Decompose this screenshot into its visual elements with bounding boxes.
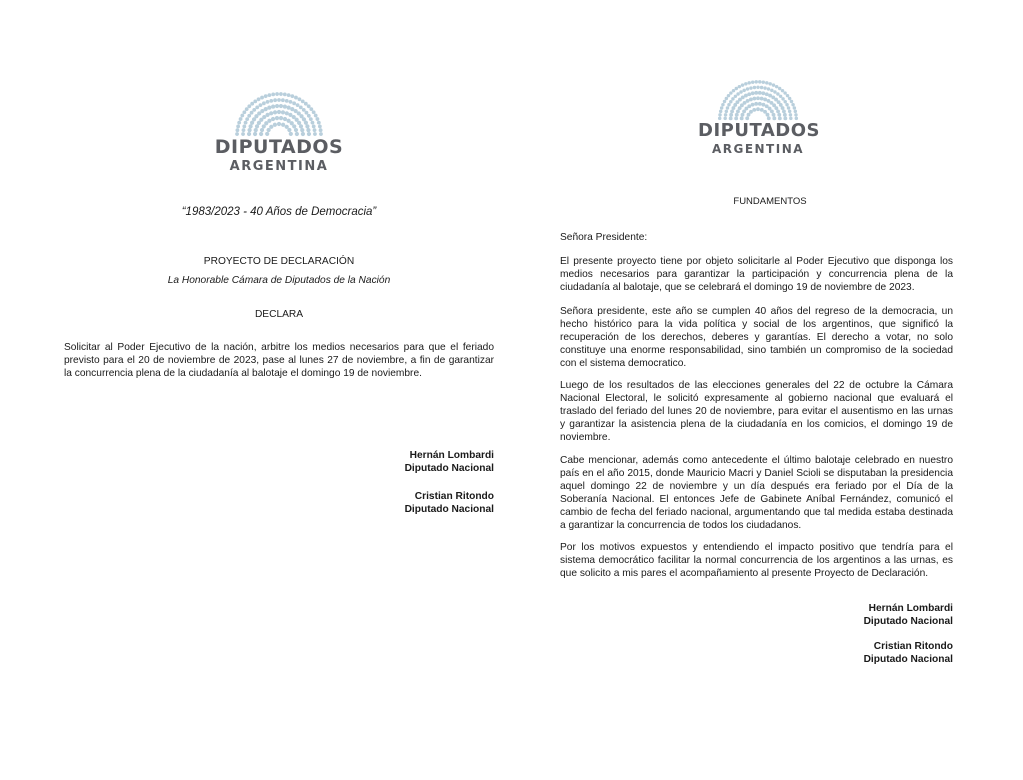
dome-dot <box>257 97 261 101</box>
dome-dot <box>747 81 750 84</box>
dome-dot <box>785 103 788 106</box>
dome-dot <box>247 128 251 132</box>
chamber-name: La Honorable Cámara de Diputados de la Nación <box>167 275 391 286</box>
dome-dot <box>311 121 315 125</box>
dome-dot <box>761 91 765 95</box>
dome-dot <box>741 113 745 117</box>
fundamentals-paragraph: Cabe mencionar, además como antecedente el último balotaje celebrado en nuestro país en el año 2015, donde Mauricio Macri y Daniel Scioli se disputaban la presidencia aquel domingo 22 de noviembre y un día después era feriado por el Día de la Soberanía Nacional. El entonces Jefe de Gabinete Aníbal Fernández, comunicó el cambio de fecha del feriado nacional, argumentando que tal medida estaba destinada a garantizar la concurrencia de todos los ciudadanos. <box>560 455 953 531</box>
signatory-title: Diputado Nacional <box>404 463 494 474</box>
dome-dot <box>300 128 304 132</box>
declares-heading: DECLARA <box>254 309 304 320</box>
dome-dot <box>260 96 264 100</box>
dome-dot <box>775 85 778 88</box>
dome-dot <box>787 106 790 109</box>
dome-dot <box>778 87 781 90</box>
congress-dome-icon <box>231 92 327 138</box>
logo-word-argentina: ARGENTINA <box>229 159 329 174</box>
dome-dot <box>309 117 313 121</box>
fundamentals-paragraph: Señora presidente, este año se cumplen 40 años del regreso de la democracia, un hecho histórico para la vida política y social de los argentinos, que significó la recuperación de los derechos, deberes y garantías. El derecho a votar, no solo constituye una enorme responsabilidad, sino también un compromiso de la sociedad con el sistema democratico. <box>560 306 953 369</box>
signature-block <box>294 490 494 516</box>
dome-dot <box>763 86 766 89</box>
congress-dome-icon <box>714 80 802 122</box>
dome-dot <box>777 113 781 117</box>
dome-dot <box>754 102 758 106</box>
dome-dot <box>756 96 760 100</box>
dome-dot <box>304 102 308 106</box>
dome-dot <box>298 97 302 101</box>
dome-dot <box>762 103 766 107</box>
dome-dot <box>783 91 786 94</box>
fundamentals-paragraph: El presente proyecto tiene por objeto solicitarle al Poder Ejecutivo que disponga los medios necesarios para garantizar la participación y concurrencia plena de la ciudadanía al balotaje, que se celebrará el domingo 19 de noviembre de 2023. <box>560 256 953 293</box>
motto-line: “1983/2023 - 40 Años de Democracia” <box>181 206 377 218</box>
signatory-name: Hernán Lombardi <box>868 603 953 614</box>
dome-dot <box>271 117 275 121</box>
dome-dot <box>271 104 275 108</box>
diputados-logo <box>698 80 818 155</box>
dome-dot <box>277 122 281 126</box>
dome-dot <box>789 113 792 116</box>
dome-dot <box>756 86 759 89</box>
dome-dot <box>283 117 287 121</box>
dome-dot <box>760 97 764 101</box>
dome-dot <box>239 117 243 121</box>
dome-dot <box>788 97 791 100</box>
signatory-name: Cristian Ritondo <box>414 491 494 502</box>
dome-dot <box>741 83 744 86</box>
dome-dot <box>267 128 271 132</box>
signatory-title: Diputado Nacional <box>863 616 953 627</box>
dome-dot <box>788 110 791 113</box>
dome-dot <box>250 111 254 115</box>
dome-dot <box>753 86 756 89</box>
dome-dot <box>763 110 767 114</box>
signatory-name: Hernán Lombardi <box>409 450 494 461</box>
dome-dot <box>739 90 742 93</box>
dome-dot <box>793 106 796 109</box>
dome-dot <box>262 101 266 105</box>
fundamentals-heading: FUNDAMENTOS <box>733 196 807 207</box>
dome-dot <box>299 105 303 109</box>
dome-dot <box>299 124 303 128</box>
signature-block <box>753 602 953 628</box>
dome-dot <box>269 111 273 115</box>
dome-dot <box>744 94 748 98</box>
dome-dot <box>236 128 240 132</box>
dome-dot <box>732 89 735 92</box>
dome-dot <box>279 92 283 96</box>
dome-dot <box>730 109 734 113</box>
dome-dot <box>267 93 271 97</box>
dome-dot <box>765 81 768 84</box>
dome-dot <box>255 105 259 109</box>
dome-dot <box>290 94 294 98</box>
dome-dot <box>770 89 773 92</box>
dome-dot <box>749 98 753 102</box>
dome-dot <box>791 103 794 106</box>
dome-dot <box>758 102 762 106</box>
dome-dot <box>746 87 749 90</box>
dome-dot <box>772 113 776 117</box>
dome-dot <box>313 128 317 132</box>
dome-dot <box>724 113 727 116</box>
dome-dot <box>283 104 287 108</box>
dome-dot <box>783 113 787 117</box>
dome-dot <box>766 113 770 117</box>
dome-dot <box>734 95 737 98</box>
dome-dot <box>735 87 738 90</box>
dome-dot <box>248 124 252 128</box>
dome-dot <box>312 124 316 128</box>
dome-dot <box>245 117 249 121</box>
dome-dot <box>749 86 752 89</box>
dome-dot <box>285 125 289 129</box>
dome-dot <box>318 124 322 128</box>
dome-dot <box>751 80 754 83</box>
dome-dot <box>754 80 757 83</box>
dome-dot <box>306 128 310 132</box>
dome-dot <box>763 98 767 102</box>
dome-dot <box>247 104 251 108</box>
dome-dot <box>746 99 750 103</box>
dome-dot <box>301 99 305 103</box>
dome-dot <box>269 125 273 129</box>
diputados-logo <box>214 92 344 173</box>
dome-dot <box>719 110 722 113</box>
dome-dot <box>773 90 776 93</box>
dome-dot <box>307 114 311 118</box>
dome-dot <box>242 110 246 114</box>
dome-dot <box>236 124 240 128</box>
signatory-title: Diputado Nacional <box>404 504 494 515</box>
dome-dot <box>316 117 320 121</box>
dome-dot <box>281 123 285 127</box>
dome-dot <box>742 89 745 92</box>
dome-dot <box>738 85 741 88</box>
dome-dot <box>285 99 289 103</box>
dome-dot <box>758 80 761 83</box>
dome-dot <box>760 86 763 89</box>
salutation: Señora Presidente: <box>560 232 648 243</box>
dome-dot <box>244 121 248 125</box>
dome-dot <box>794 110 797 113</box>
dome-dot <box>285 111 289 115</box>
dome-dot <box>727 103 730 106</box>
dome-dot <box>273 98 277 102</box>
dome-dot <box>277 98 281 102</box>
dome-dot <box>731 97 734 100</box>
dome-dot <box>758 91 762 95</box>
declaration-body: Solicitar al Poder Ejecutivo de la nación, arbitre los medios necesarios para que el feriado previsto para el 20 de noviembre de 2023, pase al lunes 27 de noviembre, a fin de garantizar la concurrencia plena de la ciudadanía al balotaje el domingo 19 de noviembre. <box>64 342 494 379</box>
dome-dot <box>275 116 279 120</box>
dome-dot <box>319 128 323 132</box>
dome-dot <box>317 121 321 125</box>
dome-dot <box>751 103 755 107</box>
dome-dot <box>305 111 309 115</box>
dome-dot <box>294 96 298 100</box>
logo-word-argentina: ARGENTINA <box>711 142 805 156</box>
fundamentals-paragraph: Por los motivos expuestos y entendiendo el impacto positivo que tendría para el sistema democrático facilitar la normal concurrencia de los argentinos a las urnas, es que solicito a mis pares el acompañamiento al presente Proyecto de Declaración. <box>560 542 953 579</box>
dome-dot <box>275 92 279 96</box>
dome-dot <box>312 110 316 114</box>
dome-dot <box>729 100 732 103</box>
dome-dot <box>267 119 271 123</box>
dome-dot <box>250 102 254 106</box>
dome-dot <box>245 107 249 111</box>
dome-dot <box>242 124 246 128</box>
dome-dot <box>786 94 789 97</box>
dome-dot <box>289 100 293 104</box>
dome-dot <box>279 116 283 120</box>
dome-dot <box>283 93 287 97</box>
dome-dot <box>279 104 283 108</box>
logo-word-diputados: DIPUTADOS <box>214 136 344 158</box>
dome-dot <box>725 110 728 113</box>
fundamentals-paragraph: Luego de los resultados de las elecciones generales del 22 de octubre la Cámara Nacional Electoral, le solicitó expresamente al gobierno nacional que evaluará el traslado del feriado del lunes 20 de noviembre, para evitar el ausentismo en las urnas y garantizar la asistencia plena de la ciudadanía en los comicios, el domingo 19 de noviembre. <box>560 380 953 443</box>
dome-dot <box>277 110 281 114</box>
dome-dot <box>302 108 306 112</box>
dome-dot <box>281 98 285 102</box>
dome-dot <box>287 105 291 109</box>
dome-dot <box>768 82 771 85</box>
dome-dot <box>240 114 244 118</box>
dome-dot <box>751 91 755 95</box>
dome-dot <box>242 128 246 132</box>
signature-block <box>753 640 953 666</box>
dome-dot <box>782 109 786 113</box>
dome-dot <box>783 100 786 103</box>
dome-dot <box>292 101 296 105</box>
dome-dot <box>781 97 784 100</box>
dome-dot <box>781 89 784 92</box>
dome-dot <box>260 128 264 132</box>
dome-dot <box>744 82 747 85</box>
dome-dot <box>292 124 296 128</box>
dome-dot <box>267 105 271 109</box>
dome-dot <box>779 95 782 98</box>
dome-dot <box>727 94 730 97</box>
dome-dot <box>723 100 726 103</box>
dome-dot <box>254 128 258 132</box>
dome-dot <box>264 107 268 111</box>
dome-dot <box>725 97 728 100</box>
dome-dot <box>266 100 270 104</box>
dome-dot <box>776 92 779 95</box>
dome-dot <box>253 99 257 103</box>
dome-dot <box>269 99 273 103</box>
dome-dot <box>736 92 739 95</box>
dome-dot <box>749 110 753 114</box>
dome-dot <box>287 128 291 132</box>
dome-dot <box>264 94 268 98</box>
dome-dot <box>735 113 739 117</box>
dome-dot <box>762 80 765 83</box>
signature-block <box>294 449 494 475</box>
dome-dot <box>770 110 774 114</box>
dome-dot <box>772 83 775 86</box>
dome-dot <box>765 92 769 96</box>
dome-dot <box>747 92 751 96</box>
dome-dot <box>296 103 300 107</box>
document-type-heading: PROYECTO DE DECLARACIÓN <box>203 256 355 267</box>
dome-dot <box>252 108 256 112</box>
dome-dot <box>754 91 758 95</box>
dome-dot <box>237 121 241 125</box>
dome-dot <box>314 114 318 118</box>
dome-dot <box>305 124 309 128</box>
dome-dot <box>287 93 291 97</box>
dome-dot <box>776 109 780 113</box>
dome-dot <box>259 103 263 107</box>
dome-dot <box>247 114 251 118</box>
dome-dot <box>273 110 277 114</box>
dome-dot <box>721 103 724 106</box>
dome-dot <box>752 108 756 112</box>
fundamentals-page <box>512 0 1023 780</box>
dome-dot <box>756 107 760 111</box>
dome-dot <box>790 100 793 103</box>
dome-dot <box>729 91 732 94</box>
dome-dot <box>752 97 756 101</box>
dome-dot <box>729 113 733 117</box>
dome-dot <box>271 93 275 97</box>
signatory-title: Diputado Nacional <box>863 654 953 665</box>
dome-dot <box>794 113 797 116</box>
dome-dot <box>265 113 269 117</box>
dome-dot <box>767 87 770 90</box>
dome-dot <box>281 110 285 114</box>
signatory-name: Cristian Ritondo <box>873 641 953 652</box>
dome-dot <box>273 123 277 127</box>
dome-dot <box>307 104 311 108</box>
dome-dot <box>718 113 721 116</box>
dome-dot <box>720 106 723 109</box>
dome-dot <box>760 108 764 112</box>
dome-dot <box>275 104 279 108</box>
logo-word-diputados: DIPUTADOS <box>698 120 820 141</box>
dome-dot <box>304 121 308 125</box>
dome-dot <box>309 107 313 111</box>
dome-dot <box>726 106 729 109</box>
dome-dot <box>294 128 298 132</box>
dome-dot <box>781 106 785 110</box>
dome-dot <box>747 104 751 108</box>
dome-dot <box>747 113 751 117</box>
